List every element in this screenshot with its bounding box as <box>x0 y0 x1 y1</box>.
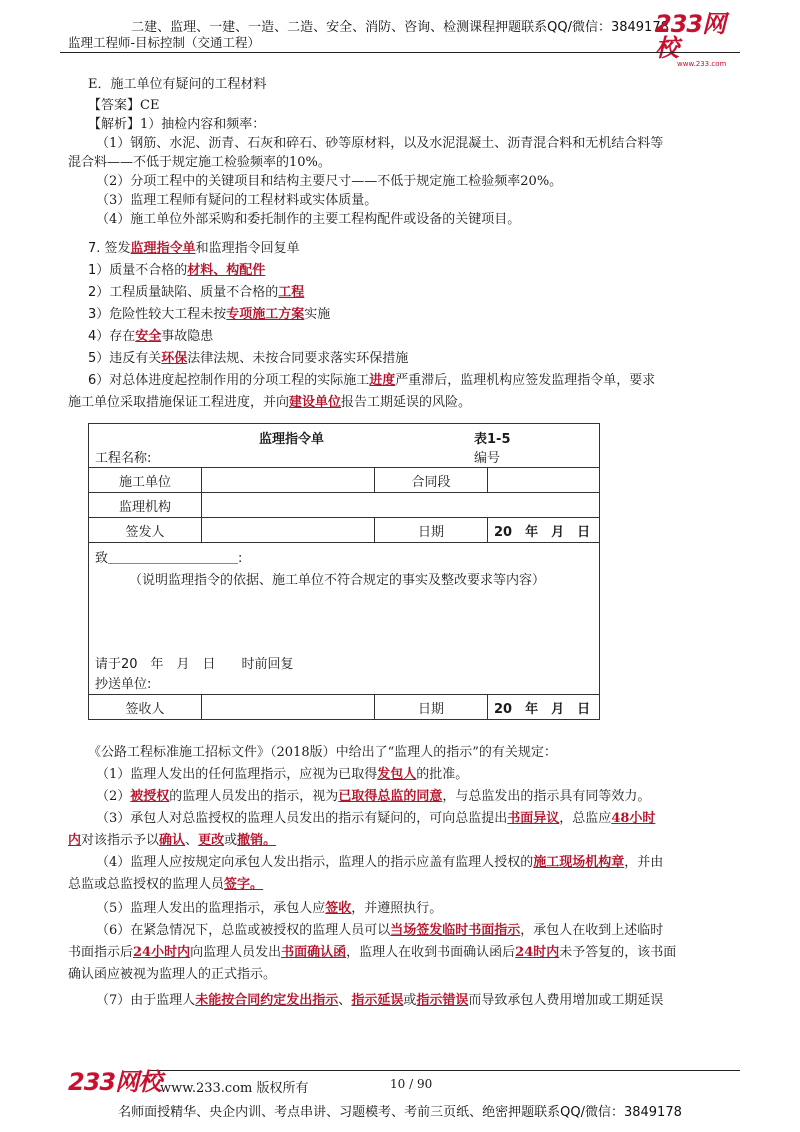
text: 6）对总体进度起控制作用的分项工程的实际施工 <box>88 373 370 388</box>
text: 严重滞后，监理机构应签发监理指令单，要求 <box>395 373 656 388</box>
text: （3）承包人对总监授权的监理人员发出的指示有疑问的，可向总监提出 <box>96 811 508 826</box>
header-divider <box>60 52 740 53</box>
logo-text: 233网校 <box>655 10 726 62</box>
text: 事故隐患 <box>161 329 214 344</box>
highlight: 材料、构配件 <box>187 263 266 278</box>
text: （5）监理人发出的监理指示，承包人应 <box>96 901 326 916</box>
option-e: E．施工单位有疑问的工程材料 <box>88 77 267 92</box>
contractor-value[interactable] <box>202 468 375 493</box>
date-label: 日期 <box>375 518 488 543</box>
rule-5 <box>96 898 776 919</box>
text: 书面指示后 <box>68 945 134 960</box>
analysis-p2: （2）分项工程中的关键项目和结构主要尺寸——不低于规定施工检验频率20%。 <box>96 174 563 189</box>
text: 2）工程质量缺陷、质量不合格的 <box>88 285 279 300</box>
highlight: 监理指令单 <box>130 241 196 256</box>
rule-3a <box>96 808 776 829</box>
highlight: 更改 <box>198 833 225 848</box>
footer-logo[interactable]: 233网校 <box>68 1068 162 1096</box>
receive-date-value: 20 年 月 日 <box>488 695 600 720</box>
analysis-p1a: （1）钢筋、水泥、沥青、石灰和碎石、砂等原材料，以及水泥混凝土、沥青混合料和无机结合料等 <box>96 136 664 151</box>
text: （6）在紧急情况下，总监或被授权的监理人员可以 <box>96 923 391 938</box>
highlight: 24小时内 <box>133 945 191 960</box>
page-number: 10 / 90 <box>390 1077 433 1091</box>
highlight: 指示错误 <box>416 993 469 1008</box>
text: 对该指示予以 <box>81 833 160 848</box>
rule-1 <box>96 764 776 785</box>
highlight: 书面确认函 <box>281 945 347 960</box>
reply-deadline: 请于20 年 月 日 时前回复 <box>95 657 294 672</box>
highlight: 撤销。 <box>237 833 277 848</box>
text: 5）违反有关 <box>88 351 162 366</box>
analysis-p4: （4）施工单位外部采购和委托制作的主要工程构配件或设备的关键项目。 <box>96 212 521 227</box>
header-contact-line: 二建、监理、一建、一造、二造、安全、消防、咨询、检测课程押题联系QQ/微信：3849178 <box>131 20 669 35</box>
text: 向监理人员发出 <box>190 945 282 960</box>
text: （4）监理人应按规定向承包人发出指示，监理人的指示应盖有监理人授权的 <box>96 855 534 870</box>
text: 、 <box>185 833 199 848</box>
text: （2） <box>96 789 131 804</box>
highlight: 确认 <box>159 833 186 848</box>
highlight: 安全 <box>135 329 162 344</box>
section7-item-6a <box>88 370 768 391</box>
section7-item-4 <box>88 326 768 347</box>
text: 7. 签发 <box>88 241 131 256</box>
section7-item-3 <box>88 304 768 325</box>
highlight: 48小时 <box>611 811 656 826</box>
form-title: 监理指令单 <box>259 432 325 447</box>
form-number-label: 编号 <box>474 451 501 466</box>
footer-copyright: www.233.com 版权所有 <box>160 1081 309 1096</box>
highlight: 签收 <box>325 901 352 916</box>
text: 、 <box>338 993 352 1008</box>
answer: 【答案】CE <box>88 98 160 113</box>
highlight: 施工现场机构章 <box>533 855 625 870</box>
supervisor-label: 监理机构 <box>89 493 202 518</box>
section7-title <box>88 238 768 259</box>
highlight: 被授权 <box>130 789 170 804</box>
supervisor-value[interactable] <box>202 493 600 518</box>
receive-date-label: 日期 <box>375 695 488 720</box>
text: 实施 <box>304 307 331 322</box>
rule-3b <box>68 830 748 851</box>
document-subtitle: 监理工程师-目标控制（交通工程） <box>68 35 261 50</box>
highlight: 指示延误 <box>351 993 404 1008</box>
cc-label: 抄送单位: <box>95 677 152 692</box>
text: 或 <box>224 833 238 848</box>
footer-contact-line: 名师面授精华、央企内训、考点串讲、习题模考、考前三页纸、绝密押题联系QQ/微信：3849178 <box>118 1105 682 1120</box>
highlight: 未能按合同约定发出指示 <box>195 993 339 1008</box>
text: 4）存在 <box>88 329 136 344</box>
section7-item-5 <box>88 348 768 369</box>
highlight: 已取得总监的同意 <box>338 789 443 804</box>
logo-url: www.233.com <box>677 60 727 68</box>
rule-4b <box>68 874 748 895</box>
analysis-p1b: 混合料——不低于规定施工检验频率的10%。 <box>68 155 331 170</box>
form-table-no: 表1-5 <box>474 432 511 447</box>
contractor-label: 施工单位 <box>89 468 202 493</box>
text: 或 <box>403 993 417 1008</box>
text: 施工单位采取措施保证工程进度，并向 <box>68 395 290 410</box>
text: ，与总监发出的指示具有同等效力。 <box>442 789 651 804</box>
text: 和监理指令回复单 <box>195 241 300 256</box>
analysis-title: 【解析】1）抽检内容和频率： <box>88 117 266 132</box>
project-name-label: 工程名称: <box>95 451 152 466</box>
highlight: 发包人 <box>377 767 417 782</box>
highlight: 24时内 <box>515 945 560 960</box>
receiver-label: 签收人 <box>89 695 202 720</box>
text: ，承包人在收到上述临时 <box>520 923 664 938</box>
rule-2 <box>96 786 776 807</box>
text: ，并由 <box>624 855 664 870</box>
text: 的批准。 <box>416 767 469 782</box>
issuer-label: 签发人 <box>89 518 202 543</box>
highlight: 进度 <box>369 373 396 388</box>
text: 3）危险性较大工程未按 <box>88 307 227 322</box>
highlight: 环保 <box>161 351 188 366</box>
rule-7 <box>96 990 776 1011</box>
highlight: 书面异议 <box>507 811 560 826</box>
highlight: 建设单位 <box>289 395 342 410</box>
contract-section-label: 合同段 <box>375 468 488 493</box>
rule-6a <box>96 920 776 941</box>
section7-item-1 <box>88 260 768 281</box>
text: ，总监应 <box>559 811 612 826</box>
section7-item-2 <box>88 282 768 303</box>
text: ，并遵照执行。 <box>351 901 443 916</box>
text: （7）由于监理人 <box>96 993 196 1008</box>
rules-intro: 《公路工程标准施工招标文件》（2018版）中给出了“监理人的指示”的有关规定： <box>88 745 557 760</box>
section7-item-6b <box>68 392 748 413</box>
highlight: 工程 <box>278 285 305 300</box>
receiver-value[interactable] <box>202 695 375 720</box>
highlight: 当场签发临时书面指示 <box>390 923 521 938</box>
text: 总监或总监授权的监理人员 <box>68 877 225 892</box>
rule-6b <box>68 942 748 963</box>
highlight: 签字。 <box>224 877 264 892</box>
text: 未予答复的，该书面 <box>559 945 677 960</box>
text: ，监理人在收到书面确认函后 <box>346 945 516 960</box>
contract-section-value[interactable] <box>488 468 600 493</box>
text: 而导致承包人费用增加或工期延误 <box>468 993 664 1008</box>
issuer-value[interactable] <box>202 518 375 543</box>
instruction-note: （说明监理指令的依据、施工单位不符合规定的事实及整改要求等内容） <box>129 573 546 588</box>
form-header-cell <box>89 424 600 468</box>
to-line: 致＿＿＿＿＿＿＿＿＿＿: <box>95 551 243 566</box>
analysis-p3: （3）监理工程师有疑问的工程材料或实体质量。 <box>96 193 378 208</box>
footer-divider <box>150 1070 740 1071</box>
rule-4a <box>96 852 776 873</box>
text: 1）质量不合格的 <box>88 263 188 278</box>
text: 的监理人员发出的指示，视为 <box>169 789 339 804</box>
highlight: 专项施工方案 <box>226 307 305 322</box>
text: 报告工期延误的风险。 <box>341 395 472 410</box>
instruction-form <box>88 423 600 720</box>
brand-logo[interactable] <box>655 10 735 68</box>
date-value: 20 年 月 日 <box>488 518 600 543</box>
highlight: 内 <box>68 833 82 848</box>
instruction-body <box>89 543 600 695</box>
text: 法律法规、未按合同要求落实环保措施 <box>187 351 409 366</box>
rule-6c: 确认函应被视为监理人的正式指示。 <box>68 967 277 982</box>
text: （1）监理人发出的任何监理指示，应视为已取得 <box>96 767 378 782</box>
